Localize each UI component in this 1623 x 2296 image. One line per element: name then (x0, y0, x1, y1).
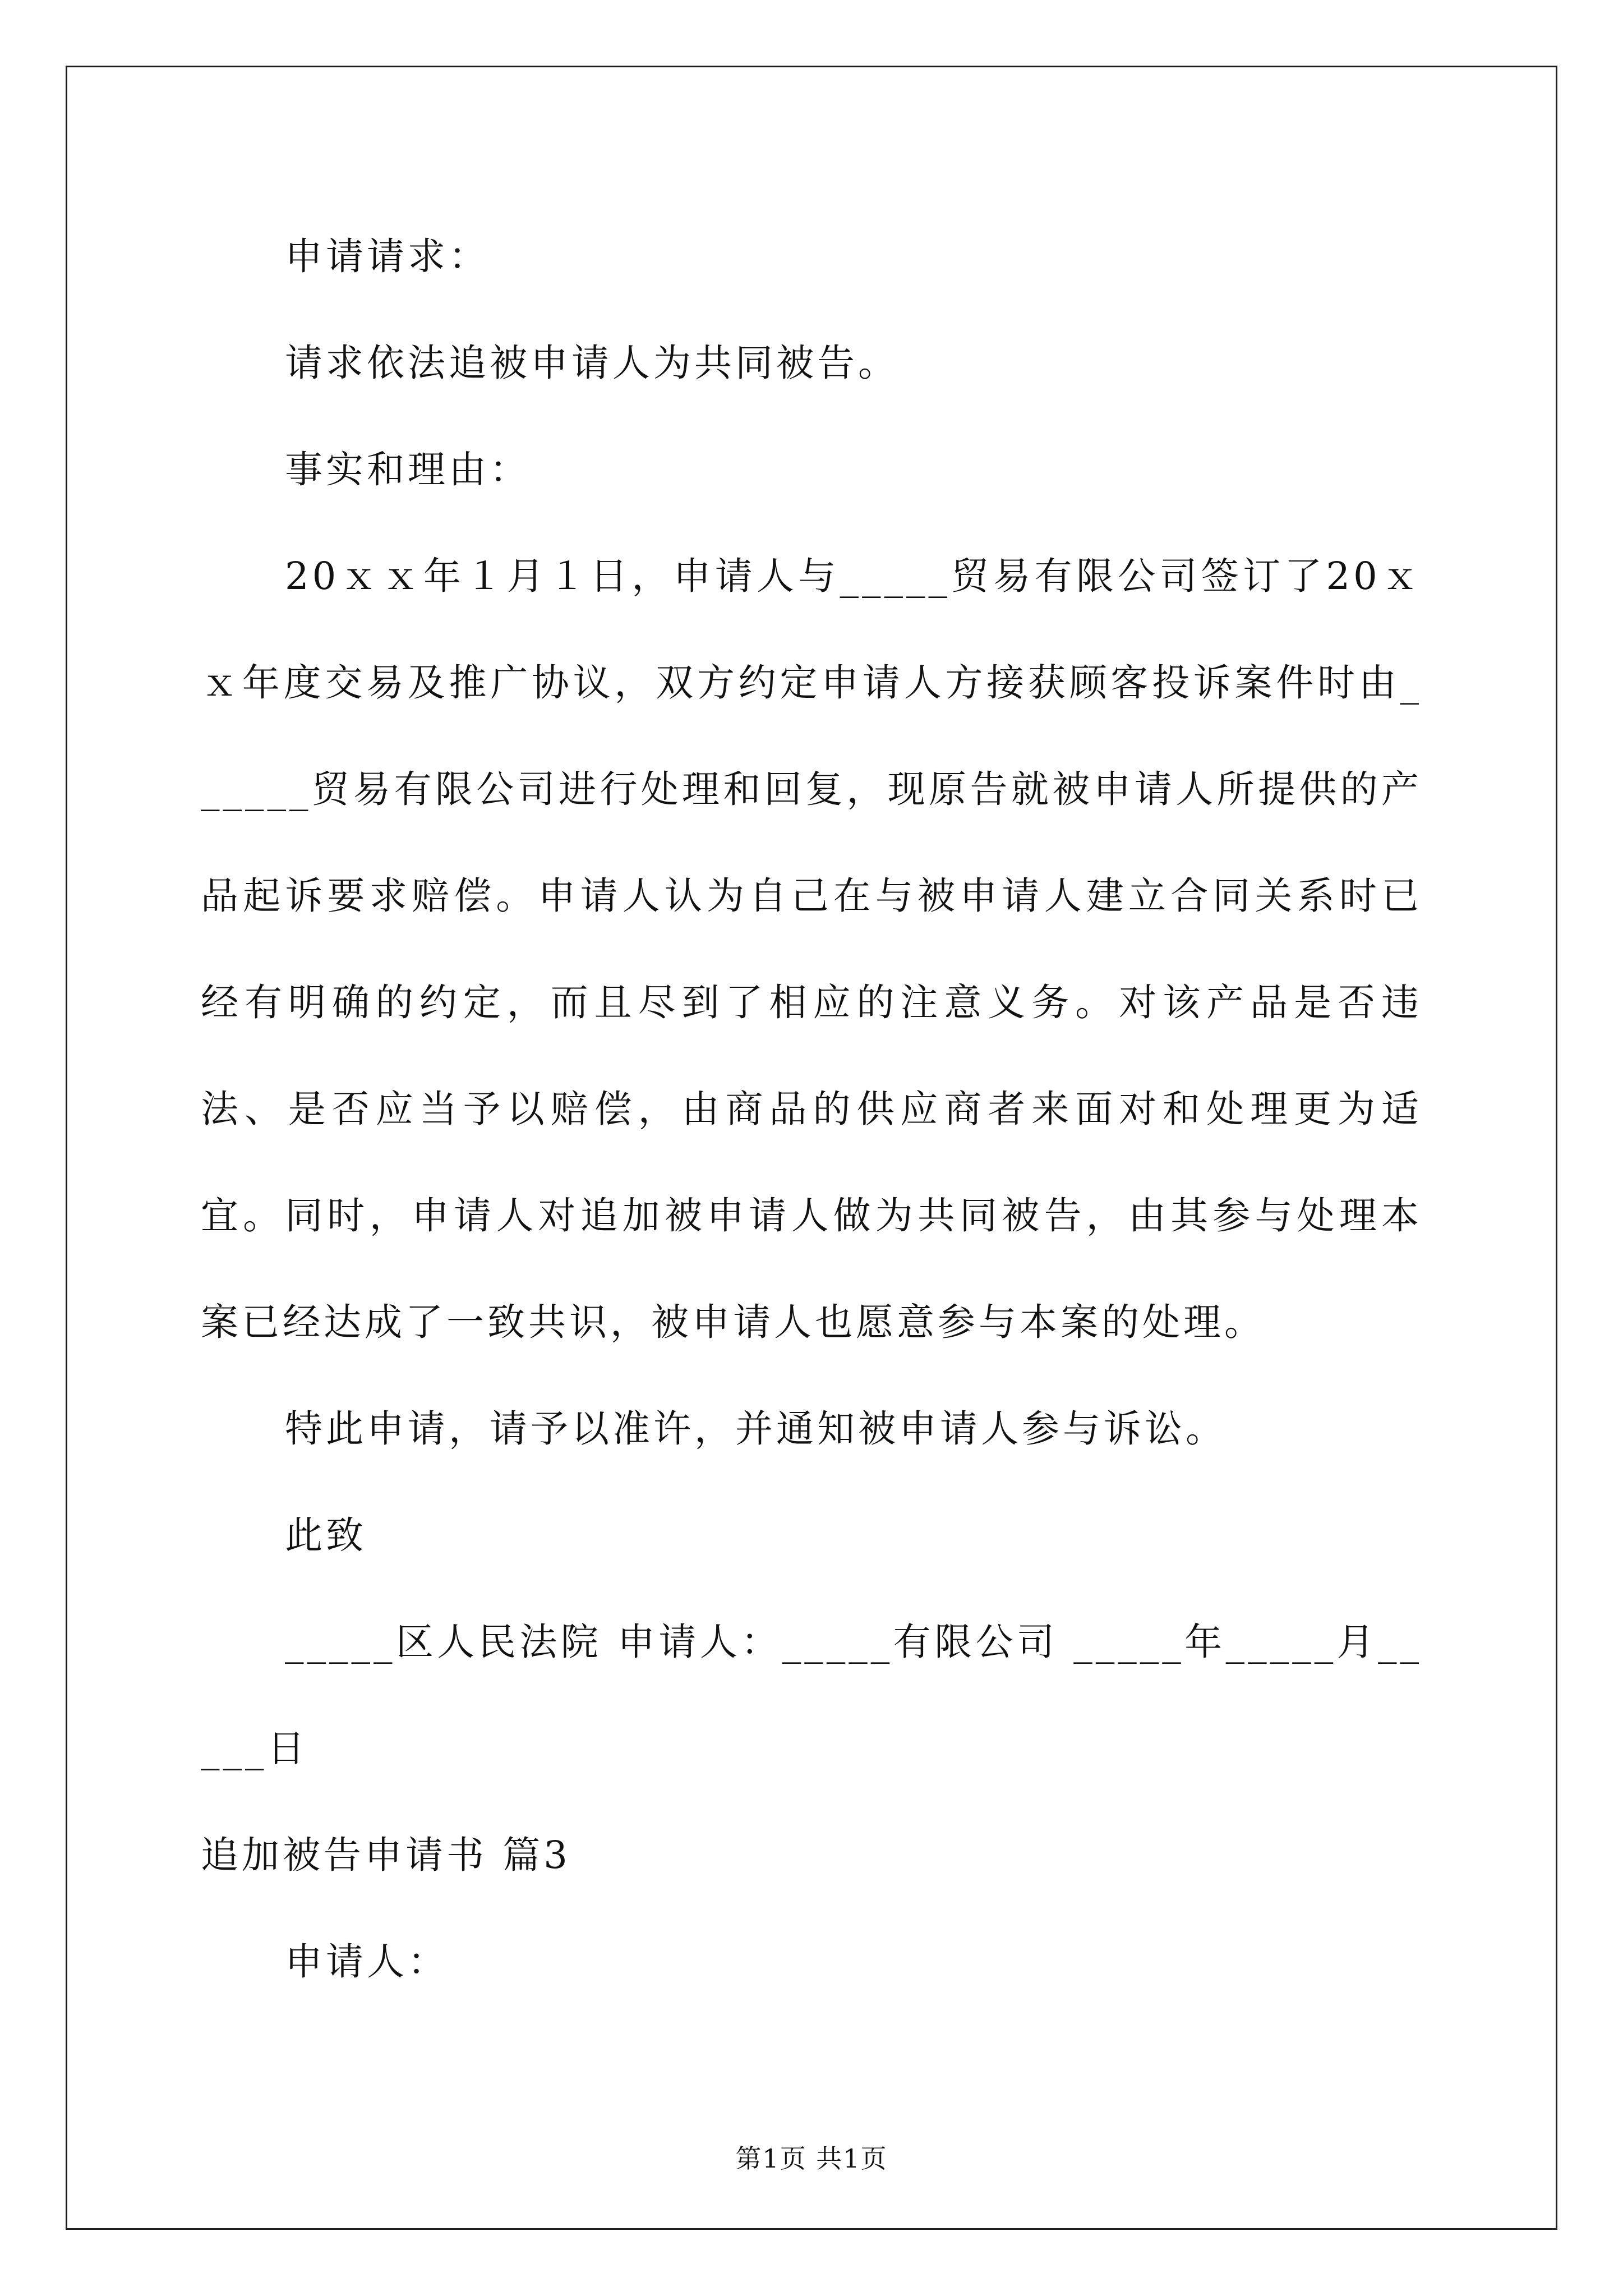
document-body (201, 203, 1422, 2015)
page-number: 第1页 共1页 (735, 2143, 888, 2174)
paragraph-applicant: 申请人： (285, 1940, 449, 1984)
paragraph-special-request: 特此申请，请予以准许，并通知被申请人参与诉讼。 (285, 1407, 1227, 1451)
paragraph-request-content: 请求依法追被申请人为共同被告。 (285, 341, 899, 385)
section-title: 追加被告申请书 篇3 (201, 1833, 571, 1877)
paragraph-facts-content: 20ｘｘ年１月１日，申请人与_____贸易有限公司签订了20ｘｘ年度交易及推广协议，双方约定申请人方接获顾客投诉案件时由______贸易有限公司进行处理和回复，现原告就被申请人所提供的产品起诉要求赔偿。申请人认为自己在与被申请人建立合同关系时已经有明确的约定，而且尽到了相应的注意义务。对该产品是否违法、是否应当予以赔偿，由商品的供应商者来面对和处理更为适宜。同时，申请人对追加被申请人做为共同被告，由其参与处理本案已经达成了一致共识，被申请人也愿意参与本案的处理。 (201, 554, 1422, 1344)
paragraph-request-heading: 申请请求： (285, 234, 490, 278)
paragraph-salutation: 此致 (285, 1513, 367, 1557)
paragraph-facts-heading: 事实和理由： (285, 448, 531, 491)
paragraph-court-signature: _____区人民法院 申请人：_____有限公司 _____年_____月_____日 (201, 1620, 1422, 1770)
